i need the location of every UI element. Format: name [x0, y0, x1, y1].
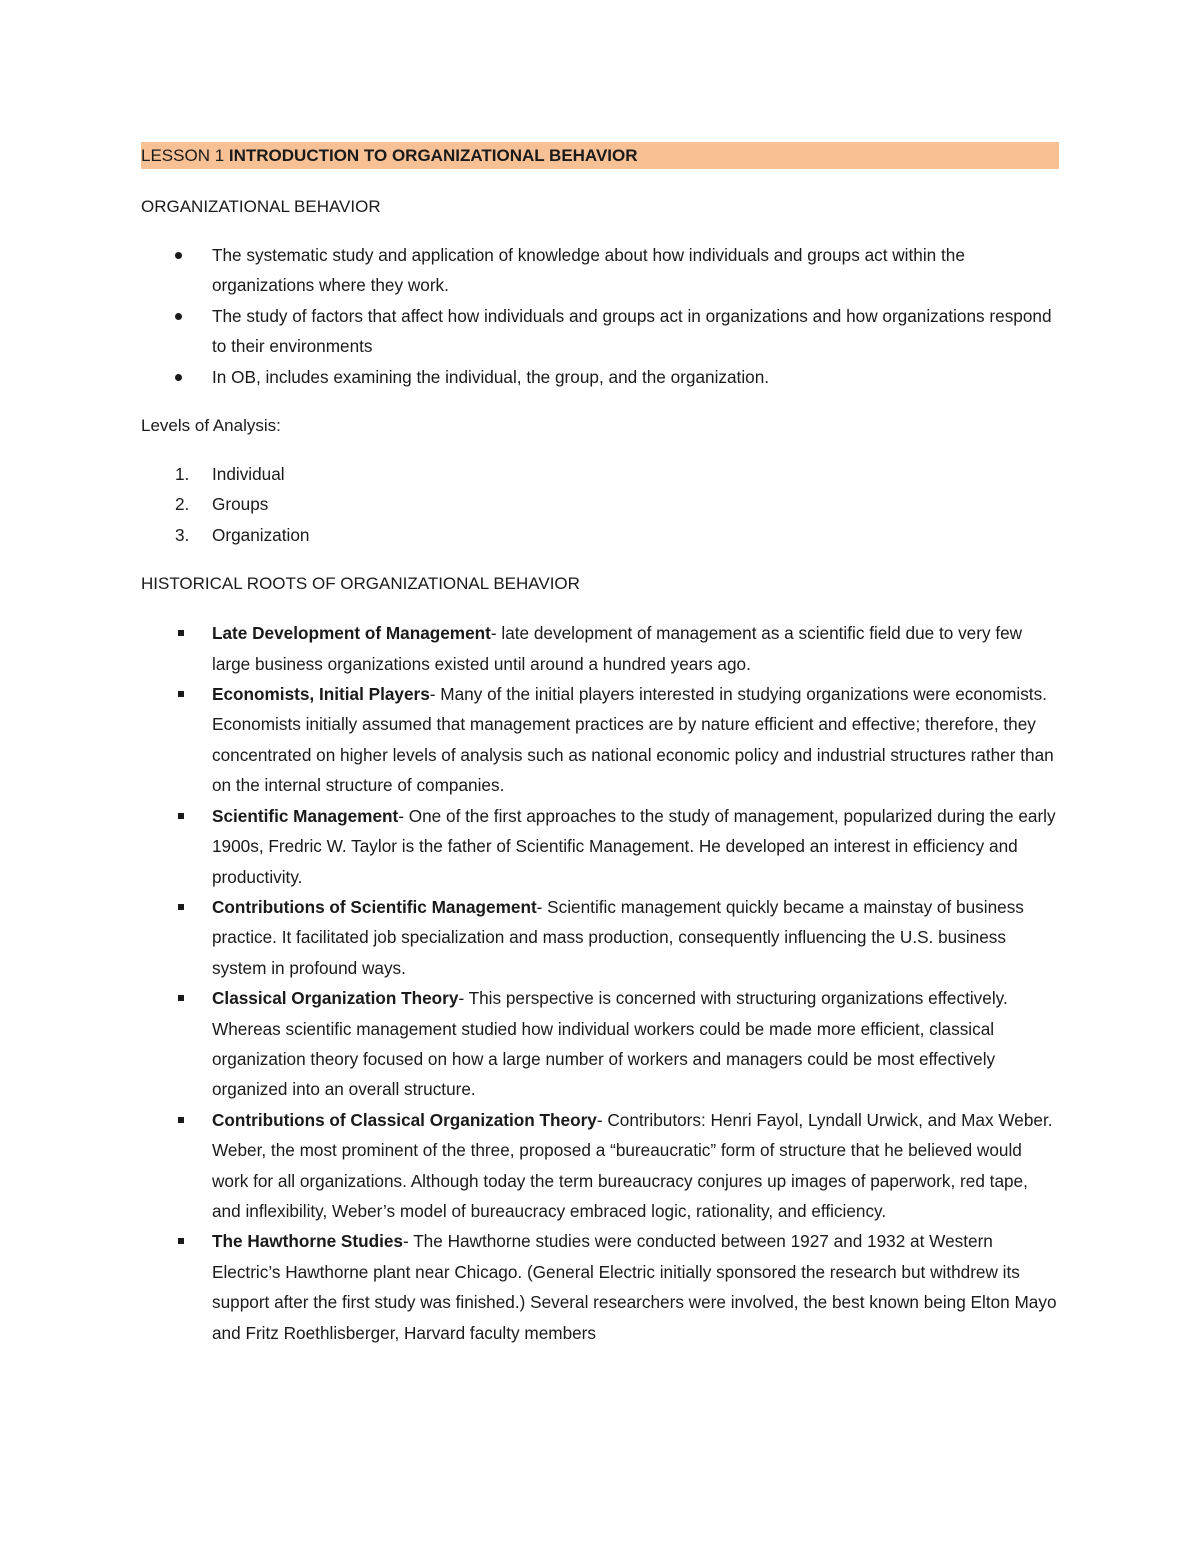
term-label: Contributions of Classical Organization Theory — [212, 1109, 597, 1130]
bullet-icon — [175, 252, 182, 259]
list-item — [141, 459, 1059, 489]
historical-roots-list — [141, 618, 1059, 1348]
list-item-text: Groups — [212, 494, 269, 515]
bullet-icon — [175, 313, 182, 320]
list-item — [141, 618, 1059, 679]
list-item-text: The systematic study and application of knowledge about how individuals and groups act within the organizations where they work. — [212, 245, 965, 296]
square-bullet-icon — [178, 995, 184, 1001]
list-item — [141, 1226, 1059, 1348]
term-label: Late Development of Management — [212, 623, 491, 644]
term-description: - One of the first approaches to the study of management, popularized during the early 1900s, Fredric W. Taylor is the father of Scientific Management. He developed an interest in efficiency and productivity. — [212, 805, 1056, 887]
square-bullet-icon — [178, 630, 184, 636]
bullet-icon — [175, 374, 182, 381]
square-bullet-icon — [178, 691, 184, 697]
list-item — [141, 892, 1059, 983]
list-item — [141, 362, 1059, 392]
section-heading-historical-roots: HISTORICAL ROOTS OF ORGANIZATIONAL BEHAVIOR — [141, 574, 580, 594]
term-label: Scientific Management — [212, 805, 399, 826]
square-bullet-icon — [178, 1117, 184, 1123]
levels-list — [141, 459, 1059, 550]
list-item — [141, 1105, 1059, 1227]
list-item — [141, 983, 1059, 1105]
list-item — [141, 801, 1059, 892]
list-number: 3. — [175, 524, 190, 545]
term-description: - Contributors: Henri Fayol, Lyndall Urwick, and Max Weber. Weber, the most prominent of the three, proposed a “bureaucratic” form of structure that he believed would work for all organizations. Although today the term bureaucracy conjures up images of paperwork, red tape, and inflexibility, Weber’s model of bureaucracy embraced logic, rationality, and efficiency. — [212, 1109, 1053, 1221]
term-label: Economists, Initial Players — [212, 684, 430, 705]
definition-list — [141, 240, 1059, 392]
section-heading-organizational-behavior: ORGANIZATIONAL BEHAVIOR — [141, 197, 381, 216]
list-item — [141, 240, 1059, 301]
lesson-title: INTRODUCTION TO ORGANIZATIONAL BEHAVIOR — [228, 146, 638, 165]
term-description: - The Hawthorne studies were conducted between 1927 and 1932 at Western Electric’s Hawthorne plant near Chicago. (General Electric initially sponsored the research but withdrew its support after the first study was finished.) Several researchers were involved, the best known being Elton Mayo and Fritz Roethlisberger, Harvard faculty members — [212, 1231, 1057, 1343]
list-item-text: Individual — [212, 464, 285, 485]
lesson-number: LESSON 1 — [141, 146, 225, 165]
square-bullet-icon — [178, 904, 184, 910]
term-label: The Hawthorne Studies — [212, 1231, 403, 1252]
list-number: 2. — [175, 494, 190, 515]
list-number: 1. — [175, 464, 190, 485]
list-item — [141, 520, 1059, 550]
term-label: Classical Organization Theory — [212, 988, 459, 1009]
square-bullet-icon — [178, 813, 184, 819]
list-item-text: Organization — [212, 524, 310, 545]
term-description: - Scientific management quickly became a mainstay of business practice. It facilitated job specialization and mass production, consequently influencing the U.S. business system in profound ways. — [212, 896, 1024, 978]
list-item-text: In OB, includes examining the individual, the group, and the organization. — [212, 366, 770, 387]
document-body — [141, 142, 1059, 1348]
square-bullet-icon — [178, 1238, 184, 1244]
term-label: Contributions of Scientific Management — [212, 896, 537, 917]
section-heading-levels-of-analysis: Levels of Analysis: — [141, 416, 281, 436]
term-description: - This perspective is concerned with structuring organizations effectively. Whereas scientific management studied how individual workers could be made more efficient, classical organization theory focused on how a large number of workers and managers could be most effectively organized into an overall structure. — [212, 988, 1008, 1100]
lesson-title-bar — [141, 142, 1059, 169]
list-item — [141, 489, 1059, 519]
term-description: - Many of the initial players interested in studying organizations were economists. Economists initially assumed that management practices are by nature efficient and effective; therefore, they concentrated on higher levels of analysis such as national economic policy and industrial structures rather than on the internal structure of companies. — [212, 684, 1054, 796]
list-item-text: The study of factors that affect how individuals and groups act in organizations and how organizations respond to their environments — [212, 305, 1052, 357]
term-description: - late development of management as a scientific field due to very few large business organizations existed until around a hundred years ago. — [212, 623, 1023, 674]
list-item — [141, 301, 1059, 362]
list-item — [141, 679, 1059, 801]
